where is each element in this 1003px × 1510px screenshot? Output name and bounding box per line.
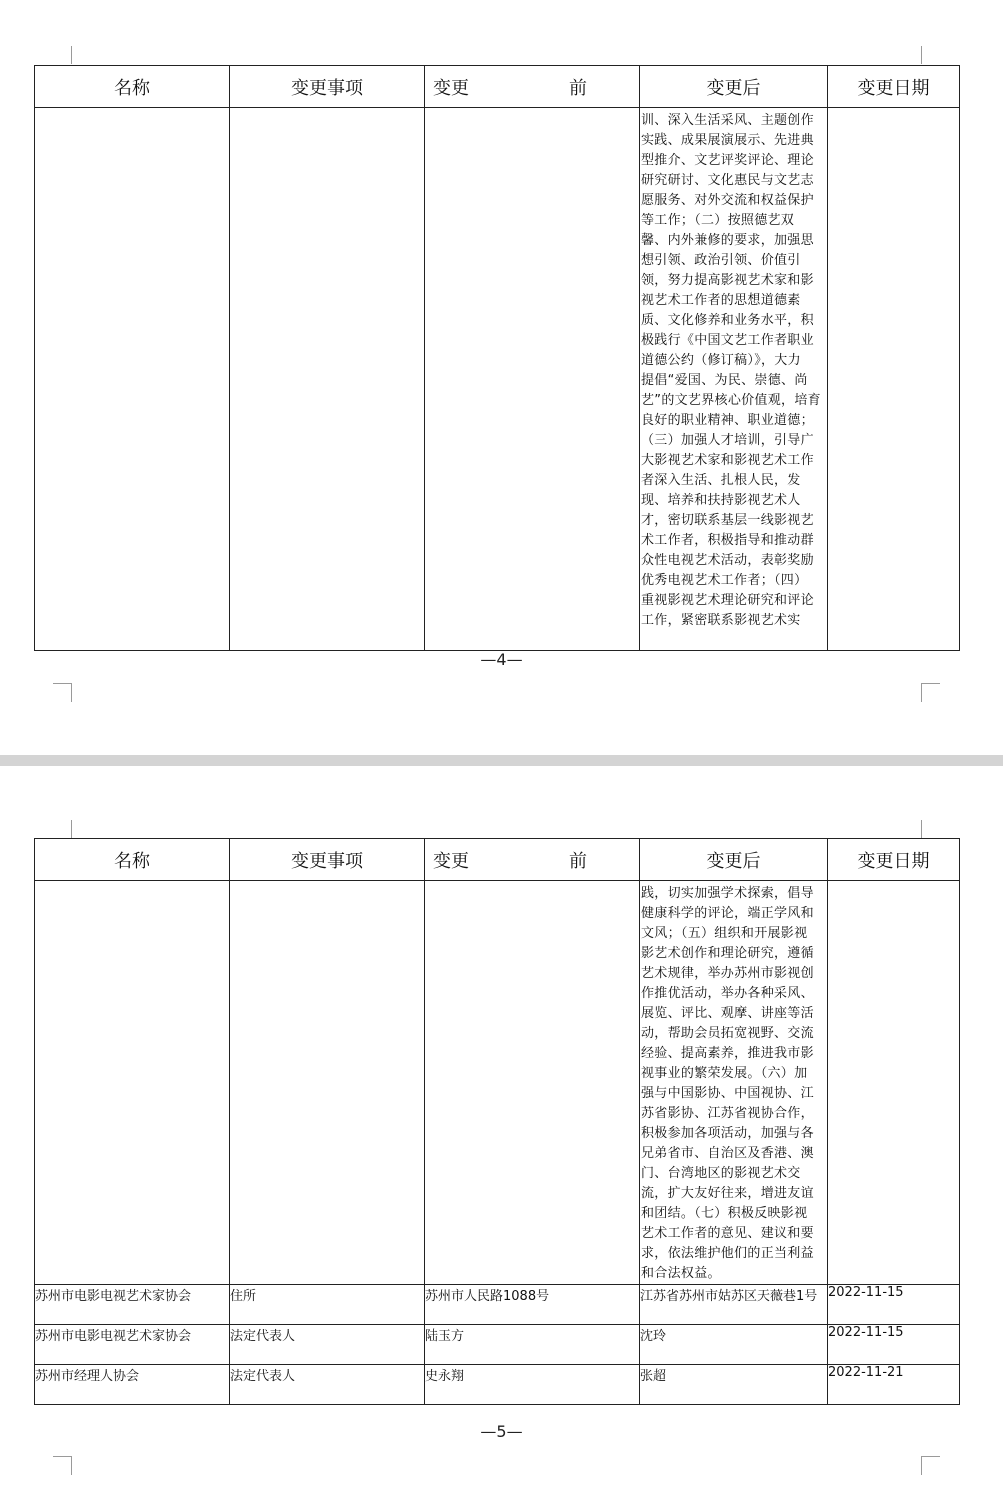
cell-date: [828, 108, 960, 651]
after-text-continued: 践，切实加强学术探索，倡导 健康科学的评论，端正学风和 文风；（五）组织和开展影视 影艺术创作和理论研究，遵循 艺术规律，举办苏州市影视创 作推优活动，举办各种采风、 展览、评比、观摩、讲座等活 动，帮助会员拓宽视野、交流 经验、提高素养，推进我市影 视事业的繁荣发展。（六）加 强与中国影协、中国视协、江 苏省影协、江苏省视协合作， 积极参加各项活动，加强与各 兄弟省市、自治区及香港、澳 门、台湾地区的影视艺术交 流，扩大友好往来，增进友谊 和团结。（七）积极反映影视 艺术工作者的意见、建议和要 求，依法维护他们的正当利益 和合法权益。: [641, 886, 814, 1281]
cell-before: 史永翔: [425, 1365, 640, 1405]
cell-before: 陆玉方: [425, 1325, 640, 1365]
header-name: 名称: [35, 839, 230, 881]
table-row: [35, 881, 960, 1285]
cell-name: 苏州市电影电视艺术家协会: [35, 1325, 230, 1365]
crop-mark-bottom-right: [921, 1456, 940, 1475]
crop-mark-top-right: [921, 820, 940, 838]
table-header-row: [35, 66, 960, 108]
header-before-a: 变更: [433, 77, 469, 99]
table-header-row: [35, 839, 960, 881]
cell-before: [425, 108, 640, 651]
crop-mark-bottom-left: [53, 683, 72, 702]
cell-item: [230, 108, 425, 651]
page-number: —4—: [480, 650, 523, 669]
crop-mark-top-left: [53, 46, 72, 64]
cell-item: 住所: [230, 1285, 425, 1325]
header-before-b: 前: [569, 850, 587, 872]
header-before: [425, 66, 640, 108]
header-after: 变更后: [640, 839, 828, 881]
page-number: —5—: [480, 1422, 523, 1441]
header-date: 变更日期: [828, 839, 960, 881]
cell-name: [35, 108, 230, 651]
crop-mark-bottom-left: [53, 1456, 72, 1475]
after-text-continued: 训、深入生活采风、主题创作 实践、成果展演展示、先进典 型推介、文艺评奖评论、理论 研究研讨、文化惠民与文艺志 愿服务、对外交流和权益保护 等工作；（二）按照德艺双 馨、内外兼修的要求，加强思 想引领、政治引领、价值引 领，努力提高影视艺术家和影 视艺术工作者的思想道德素 质、文化修养和业务水平，积 极践行《中国文艺工作者职业 道德公约（修订稿）》，大力 提倡“爱国、为民、崇德、尚 艺”的文艺界核心价值观，培育 良好的职业精神、职业道德； （三）加强人才培训，引导广 大影视艺术家和影视艺术工作 者深入生活、扎根人民，发 现、培养和扶持影视艺术人 才，密切联系基层一线影视艺 术工作者，积极指导和推动群 众性电视艺术活动，表彰奖励 优秀电视艺术工作者；（四） 重视影视艺术理论研究和评论 工作，紧密联系影视艺术实: [641, 113, 821, 628]
cell-name: 苏州市经理人协会: [35, 1365, 230, 1405]
cell-date: 2022-11-21: [828, 1365, 960, 1405]
change-table-page-5: [34, 838, 960, 1405]
header-before: [425, 839, 640, 881]
cell-item: 法定代表人: [230, 1365, 425, 1405]
crop-mark-top-left: [53, 820, 72, 838]
table-row: [35, 1285, 960, 1325]
crop-mark-bottom-right: [921, 683, 940, 702]
table-row: [35, 108, 960, 651]
change-table-page-4: [34, 65, 960, 651]
page-separator: [0, 755, 1003, 766]
table-row: [35, 1365, 960, 1405]
header-item: 变更事项: [230, 839, 425, 881]
cell-name: 苏州市电影电视艺术家协会: [35, 1285, 230, 1325]
crop-mark-top-right: [921, 46, 940, 64]
cell-item: 法定代表人: [230, 1325, 425, 1365]
header-name: 名称: [35, 66, 230, 108]
cell-after: 沈玲: [640, 1325, 828, 1365]
cell-name: [35, 881, 230, 1285]
header-before-a: 变更: [433, 850, 469, 872]
cell-after: 张超: [640, 1365, 828, 1405]
cell-date: 2022-11-15: [828, 1285, 960, 1325]
cell-date: 2022-11-15: [828, 1325, 960, 1365]
cell-after: 江苏省苏州市姑苏区天薇巷1号: [640, 1285, 828, 1325]
cell-before: [425, 881, 640, 1285]
cell-after: [640, 108, 828, 651]
cell-date: [828, 881, 960, 1285]
cell-after: [640, 881, 828, 1285]
cell-before: 苏州市人民路1088号: [425, 1285, 640, 1325]
table-row: [35, 1325, 960, 1365]
header-before-b: 前: [569, 77, 587, 99]
cell-item: [230, 881, 425, 1285]
header-date: 变更日期: [828, 66, 960, 108]
header-after: 变更后: [640, 66, 828, 108]
page-5: [0, 766, 1003, 1510]
header-item: 变更事项: [230, 66, 425, 108]
